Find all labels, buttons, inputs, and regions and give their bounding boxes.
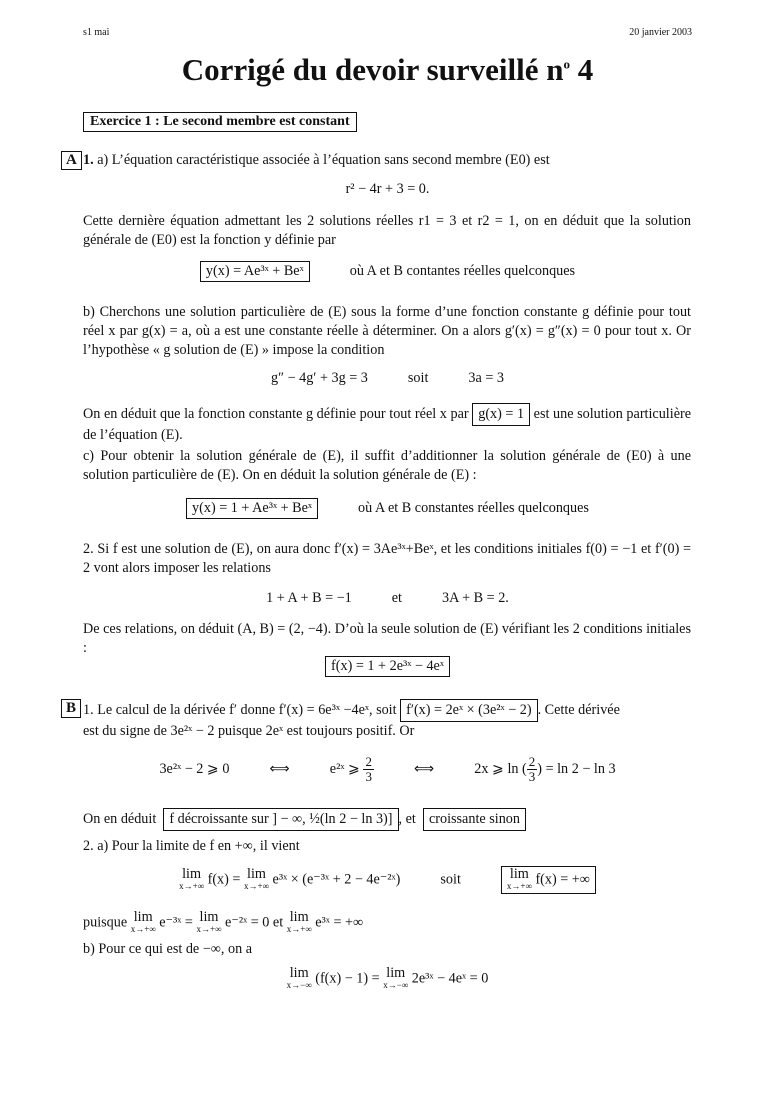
a-intro: 1. a) L’équation caractéristique associée à l’équation sans second membre (E0) est — [83, 152, 550, 168]
paragraph-2: b) Cherchons une solution particulière de (E) sous la forme d’une fonction constante g définie pour tout réel x par g(x) = a, où a est une constante réelle à déterminer. On a alors g′(x) = g″(x) = 0 pour tout x. Or l’hypothèse « g solution de (E) » impose la condition — [83, 304, 691, 358]
page-title: Corrigé du devoir surveillé $n^o$ 4 — [181, 52, 594, 87]
header-left: s1 mai — [83, 27, 110, 38]
eq-characteristic: r² − 4r + 3 = 0. — [345, 181, 430, 197]
exercise-heading: Exercice 1 : Le second membre est constant — [83, 112, 357, 132]
eq-limit-minus-inf: lim x→−∞ (f(x) − 1) = lim x→−∞ 2e³ˣ − 4eˣ = 0 — [286, 965, 489, 990]
header-right: 20 janvier 2003 — [629, 27, 692, 38]
eq-condition-g: g″ − 4g′ + 3g = 3 soit 3a = 3 — [271, 370, 504, 386]
paragraph-3: On en déduit que la fonction constante g définie pour tout réel x par g(x) = 1 est une solution particulière de l’équation (E). — [83, 403, 691, 445]
part-b-label: B — [61, 699, 81, 718]
paragraph-6: De ces relations, on déduit (A, B) = (2, −4). D’où la seule solution de (E) vérifiant les 2 conditions initiales : — [83, 621, 691, 656]
eq-inequalities: 3e²ˣ − 2 ⩾ 0 ⟺ e²ˣ ⩾ $\frac{2}{3}$ ⟺ 2x ⩾ ln ( $\frac{2}{3}$ ) = ln 2 − ln 3 — [159, 754, 616, 784]
minus-inf-intro: b) Pour ce qui est de −∞, on a — [83, 941, 253, 957]
variation-conclusion: On en déduit f décroissante sur ] − ∞, ½(ln 2 − ln 3)] , et croissante sinon — [83, 808, 691, 831]
b1-paragraph: 1. Le calcul de la dérivée f′ donne f′(x) = 6e³ˣ −4eˣ, soit f′(x) = 2eˣ × (3e²ˣ − 2) . Cette dérivée est du signe de 3e²ˣ − 2 puisque 2eˣ est toujours positif. Or — [83, 699, 691, 741]
eq-relations: 1 + A + B = −1 et 3A + B = 2. — [266, 590, 509, 606]
eq-solution-f: f(x) = 1 + 2e³ˣ − 4eˣ — [0, 656, 775, 677]
eq-limit-plus-inf: lim x→+∞ f(x) = lim x→+∞ e³ˣ × (e⁻³ˣ + 2 − 4e⁻²ˣ) soit lim x→+∞ f(x) = +∞ — [0, 866, 775, 894]
paragraph-5: 2. Si f est une solution de (E), on aura donc f′(x) = 3Ae³ˣ+Beˣ, et les conditions initiales f(0) = −1 et f′(0) = 2 vont alors imposer les relations — [83, 541, 691, 576]
eq-general-e0: y(x) = Ae³ˣ + Beˣ où A et B contantes réelles quelconques — [0, 261, 775, 282]
paragraph-1: Cette dernière équation admettant les 2 solutions réelles r1 = 3 et r2 = 1, on en déduit que la solution générale de (E0) est la fonction y définie par — [83, 213, 691, 248]
puisque-line: puisque lim x→+∞ e⁻³ˣ = lim x→+∞ e⁻²ˣ = 0 et lim x→+∞ e³ˣ = +∞ — [83, 909, 364, 934]
part-a-label: A — [61, 151, 82, 170]
limit-intro: 2. a) Pour la limite de f en +∞, il vient — [83, 838, 300, 854]
paragraph-4: c) Pour obtenir la solution générale de (E), il suffit d’additionner la solution générale de (E0) à une solution particulière de (E). On en déduit la solution générale de (E) : — [83, 448, 691, 483]
eq-general-e: y(x) = 1 + Ae³ˣ + Beˣ où A et B constantes réelles quelconques — [0, 498, 775, 519]
